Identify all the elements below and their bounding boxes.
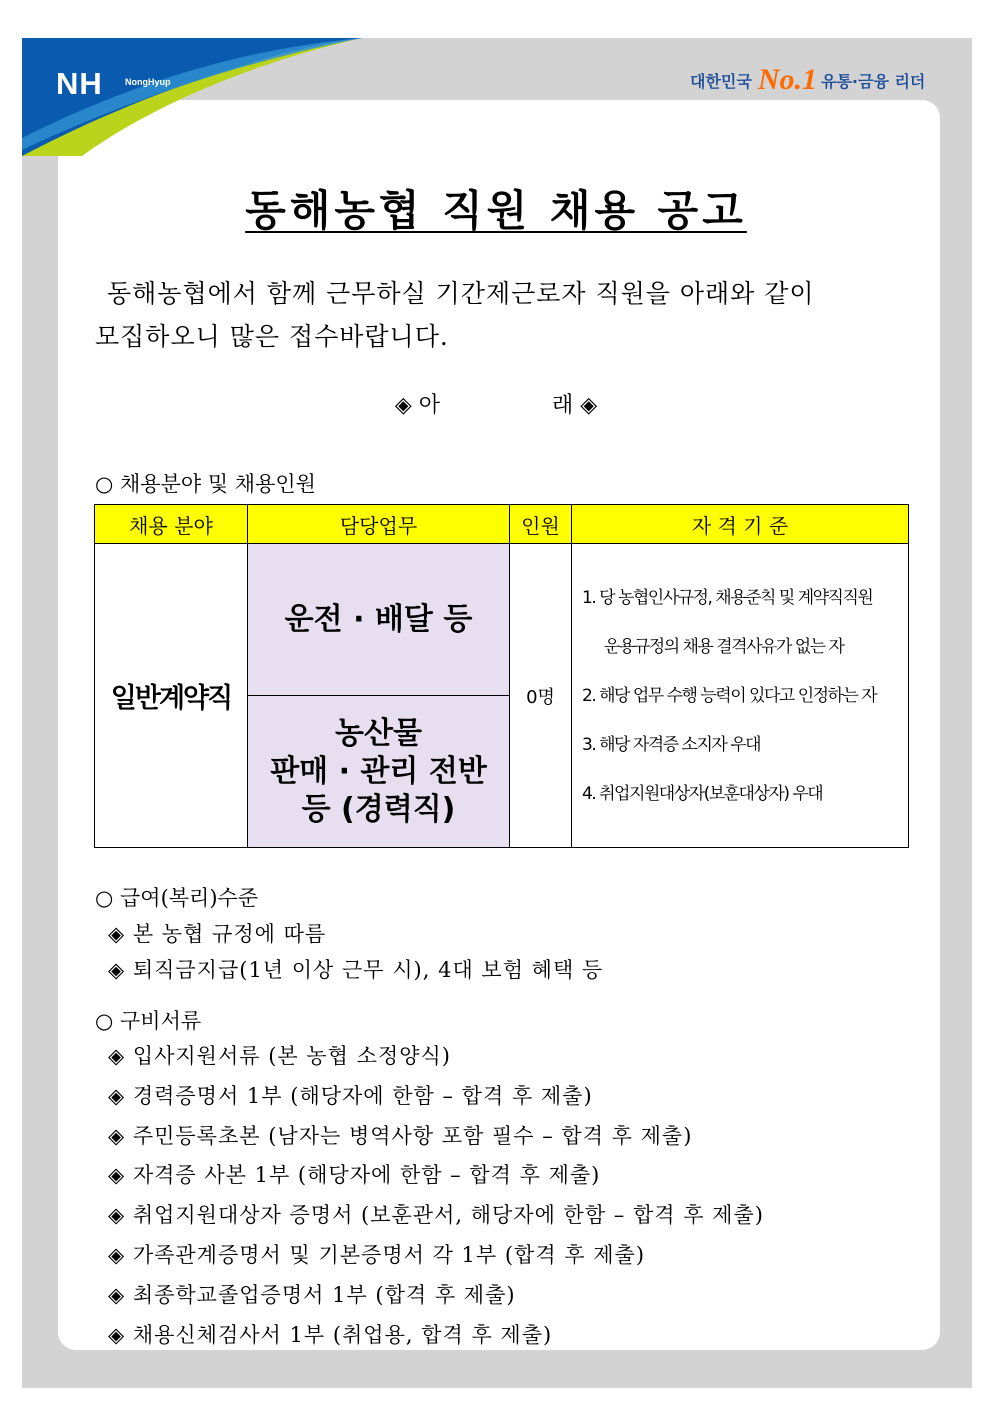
document-item: ◈ 주민등록초본 (남자는 병역사항 포함 필수 – 합격 후 제출) — [108, 1124, 693, 1148]
document-item: ◈ 입사지원서류 (본 농협 소정양식) — [108, 1044, 451, 1068]
cell-category: 일반계약직 — [95, 544, 248, 848]
notice-mark-left: ◈ 아 — [394, 393, 440, 418]
section-recruitment-heading: ○ 채용분야 및 채용인원 — [95, 472, 316, 496]
qualification-3: 3. 해당 자격증 소지자 우대 — [582, 735, 761, 755]
document-item: ◈ 최종학교졸업증명서 1부 (합격 후 제출) — [108, 1283, 516, 1307]
slogan-no1: No.1 — [757, 63, 817, 96]
table-row — [95, 544, 909, 696]
qualification-2: 2. 해당 업무 수행 능력이 있다고 인정하는 자 — [582, 686, 877, 706]
cell-duty-2 — [248, 696, 510, 848]
slogan-right: 유통·금융 리더 — [821, 71, 926, 91]
page-title-text: 동해농협 직원 채용 공고 — [245, 186, 747, 235]
section-documents-heading: ○ 구비서류 — [95, 1009, 202, 1033]
qualification-4: 4. 취업지원대상자(보훈대상자) 우대 — [582, 784, 823, 804]
cell-count: 0명 — [510, 544, 572, 848]
document-item: ◈ 경력증명서 1부 (해당자에 한함 – 합격 후 제출) — [108, 1084, 593, 1108]
duty-2-line-1: 농산물 — [335, 715, 422, 751]
slogan-left: 대한민국 — [690, 71, 752, 91]
document-item: ◈ 취업지원대상자 증명서 (보훈관서, 해당자에 한함 – 합격 후 제출) — [108, 1203, 764, 1227]
section-salary-heading: ○ 급여(복리)수준 — [95, 886, 259, 910]
recruitment-table — [94, 504, 909, 848]
salary-item: ◈ 퇴직금지급(1년 이상 근무 시), 4대 보험 혜택 등 — [108, 958, 604, 982]
header-category: 채용 분야 — [95, 505, 248, 544]
header-qualification: 자 격 기 준 — [572, 505, 909, 544]
page-title — [0, 178, 992, 238]
document-item: ◈ 채용신체검사서 1부 (취업용, 합격 후 제출) — [108, 1323, 553, 1347]
salary-item: ◈ 본 농협 규정에 따름 — [108, 922, 327, 946]
cell-qualifications — [572, 544, 909, 848]
duty-2-line-2: 판매 · 관리 전반 — [270, 753, 487, 789]
nh-logo-subtext: NongHyup — [125, 77, 171, 87]
qualification-1-cont: 운용규정의 채용 결격사유가 없는 자 — [604, 637, 844, 657]
brand-slogan — [690, 60, 925, 100]
nh-logo-text: NH — [56, 66, 103, 101]
table-header-row — [95, 505, 909, 544]
notice-mark — [0, 388, 992, 419]
duty-2-line-3: 등 (경력직) — [301, 791, 456, 827]
cell-duty-1: 운전 · 배달 등 — [248, 544, 510, 696]
intro-line-1: 동해농협에서 함께 근무하실 기간제근로자 직원을 아래와 같이 — [107, 279, 815, 308]
document-item: ◈ 자격증 사본 1부 (해당자에 한함 – 합격 후 제출) — [108, 1163, 601, 1187]
document-item: ◈ 가족관계증명서 및 기본증명서 각 1부 (합격 후 제출) — [108, 1243, 646, 1267]
header-count: 인원 — [510, 505, 572, 544]
notice-mark-right: 래 ◈ — [552, 393, 598, 418]
intro-line-2: 모집하오니 많은 접수바랍니다. — [95, 322, 449, 351]
header-duty: 담당업무 — [248, 505, 510, 544]
intro-paragraph — [95, 272, 895, 358]
qualification-1: 1. 당 농협인사규정, 채용준칙 및 계약직직원 — [582, 588, 873, 608]
